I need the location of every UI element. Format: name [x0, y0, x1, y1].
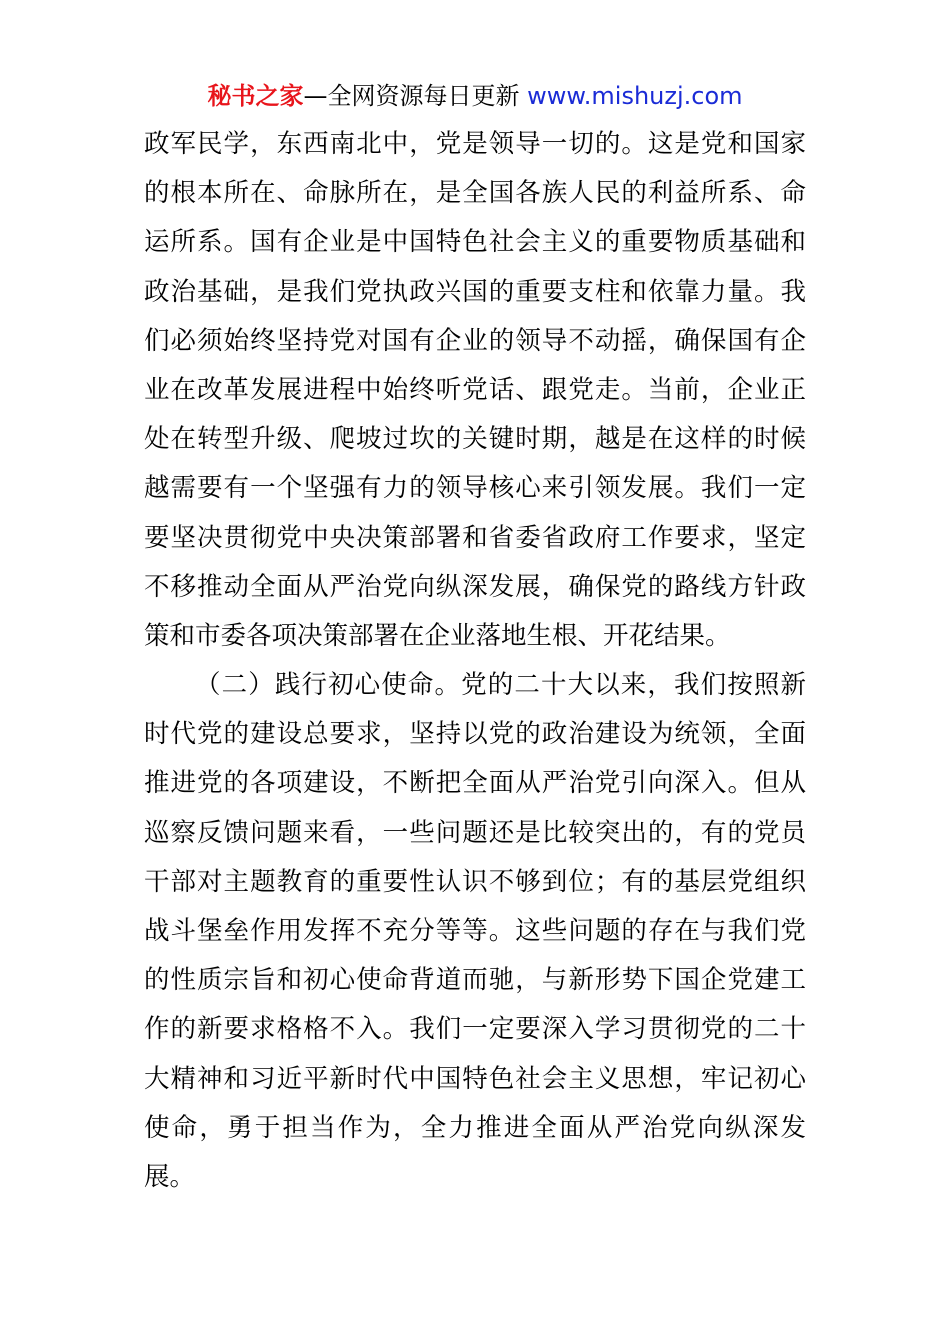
site-brand: 秘书之家 — [207, 82, 304, 110]
body-line: 要坚决贯彻党中央决策部署和省委省政府工作要求，坚定 — [144, 522, 806, 553]
body-line: 政军民学，东西南北中，党是领导一切的。这是党和国家 — [144, 129, 806, 159]
body-line: 不移推动全面从严治党向纵深发展，确保党的路线方针政 — [144, 571, 806, 602]
body-line: 处在转型升级、爬坡过坎的关键时期，越是在这样的时候 — [144, 424, 806, 455]
body-line: 业在改革发展进程中始终听党话、跟党走。当前，企业正 — [144, 374, 806, 405]
body-line: 作的新要求格格不入。我们一定要深入学习贯彻党的二十 — [144, 1014, 806, 1045]
body-line: 展。 — [144, 1161, 196, 1192]
body-line: 使命，勇于担当作为，全力推进全面从严治党向纵深发 — [144, 1112, 806, 1143]
body-line: 干部对主题教育的重要性认识不够到位；有的基层党组织 — [144, 866, 806, 897]
body-line: 们必须始终坚持党对国有企业的领导不动摇，确保国有企 — [144, 325, 806, 356]
body-line: 的根本所在、命脉所在，是全国各族人民的利益所系、命 — [144, 178, 806, 209]
body-line: 推进党的各项建设，不断把全面从严治党引向深入。但从 — [144, 768, 806, 799]
page-header — [0, 80, 950, 112]
body-line: 的性质宗旨和初心使命背道而驰，与新形势下国企党建工 — [144, 965, 806, 996]
body-line: 时代党的建设总要求，坚持以党的政治建设为统领，全面 — [144, 719, 806, 750]
body-line: 策和市委各项决策部署在企业落地生根、开花结果。 — [144, 620, 731, 651]
site-url-link[interactable]: www.mishuzj.com — [527, 82, 743, 110]
header-tagline: —全网资源每日更新 — [303, 82, 528, 110]
body-line: 战斗堡垒作用发挥不充分等等。这些问题的存在与我们党 — [144, 916, 806, 946]
document-body — [144, 120, 806, 1202]
body-line: 越需要有一个坚强有力的领导核心来引领发展。我们一定 — [144, 473, 806, 504]
section-heading-line: （二）践行初心使命。党的二十大以来，我们按照新 — [195, 670, 806, 701]
body-line: 政治基础，是我们党执政兴国的重要支柱和依靠力量。我 — [144, 276, 806, 307]
body-line: 大精神和习近平新时代中国特色社会主义思想，牢记初心 — [144, 1063, 806, 1094]
body-line: 巡察反馈问题来看，一些问题还是比较突出的，有的党员 — [144, 817, 806, 848]
body-line: 运所系。国有企业是中国特色社会主义的重要物质基础和 — [144, 227, 806, 258]
